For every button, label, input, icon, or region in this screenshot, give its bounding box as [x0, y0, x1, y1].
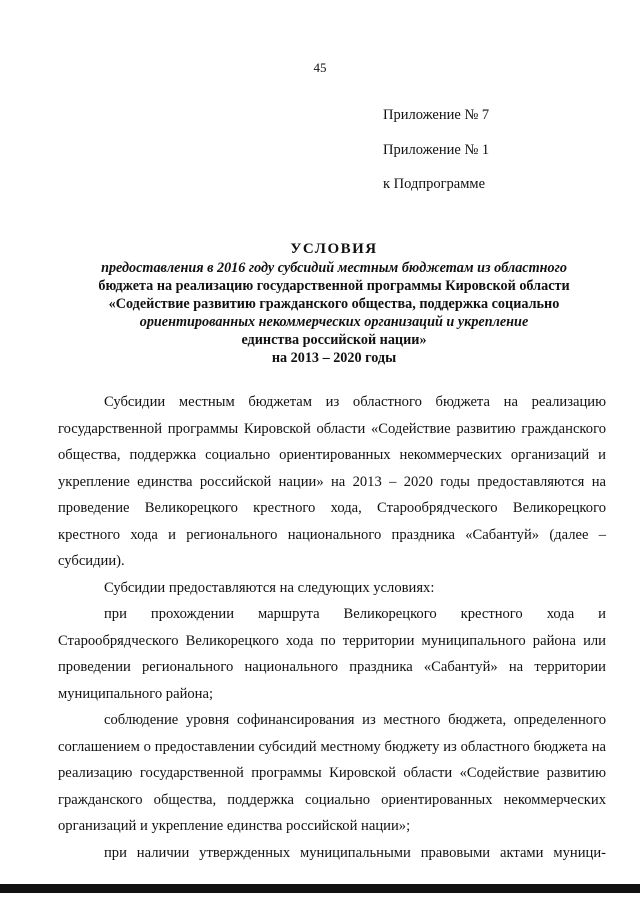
paragraph: соблюдение уровня софинансирования из местного бюджета, определенного соглашением о предоставлении субсидий местному бюджету из областного бюджета на реализацию государственной программы Кировской области «Содействие развитию гражданского общества, поддержка социально ориентированных некоммерческих организаций и укрепление единства российской нации»; [58, 712, 606, 834]
appendix-subprogram-label: к Подпрограмме [383, 176, 486, 192]
subtitle-line: предоставления в 2016 году субсидий местным бюджетам из областного [101, 260, 567, 276]
subtitle-line: «Содействие развитию гражданского общества, поддержка социально [108, 296, 560, 312]
paragraph: при наличии утвержденных муниципальными правовыми актами муници- [104, 844, 606, 861]
document-body [58, 389, 606, 866]
document-subtitle [60, 259, 608, 367]
document-title: УСЛОВИЯ [290, 241, 378, 257]
subtitle-line: единства российской нации» [241, 332, 427, 348]
paragraph: Субсидии местным бюджетам из областного бюджета на реализацию государственной программы Кировской области «Содействие развитию гражданского общества, поддержка социально ориентированных некоммерческих организаций и укрепление единства российской нации» на 2013 – 2020 годы предоставляются на проведение Великорецкого крестного хода, Старообрядческого Великорецкого крестного хода и регионального национального праздника «Сабантуй» (далее – субсидии). [58, 394, 606, 569]
page-number: 45 [313, 60, 327, 75]
bottom-border [0, 884, 640, 893]
appendix-label-1: Приложение № 1 [383, 142, 490, 158]
appendix-label-7: Приложение № 7 [383, 107, 490, 123]
subtitle-line: бюджета на реализацию государственной программы Кировской области [98, 278, 570, 294]
paragraph: Субсидии предоставляются на следующих условиях: [104, 579, 435, 596]
paragraph: при прохождении маршрута Великорецкого крестного хода и Старообрядческого Великорецкого хода по территории муниципального района или проведении регионального национального праздника «Сабантуй» на территории муниципального района; [58, 606, 606, 702]
subtitle-line: ориентированных некоммерческих организаций и укрепление [139, 314, 529, 330]
subtitle-line: на 2013 – 2020 годы [271, 350, 397, 366]
